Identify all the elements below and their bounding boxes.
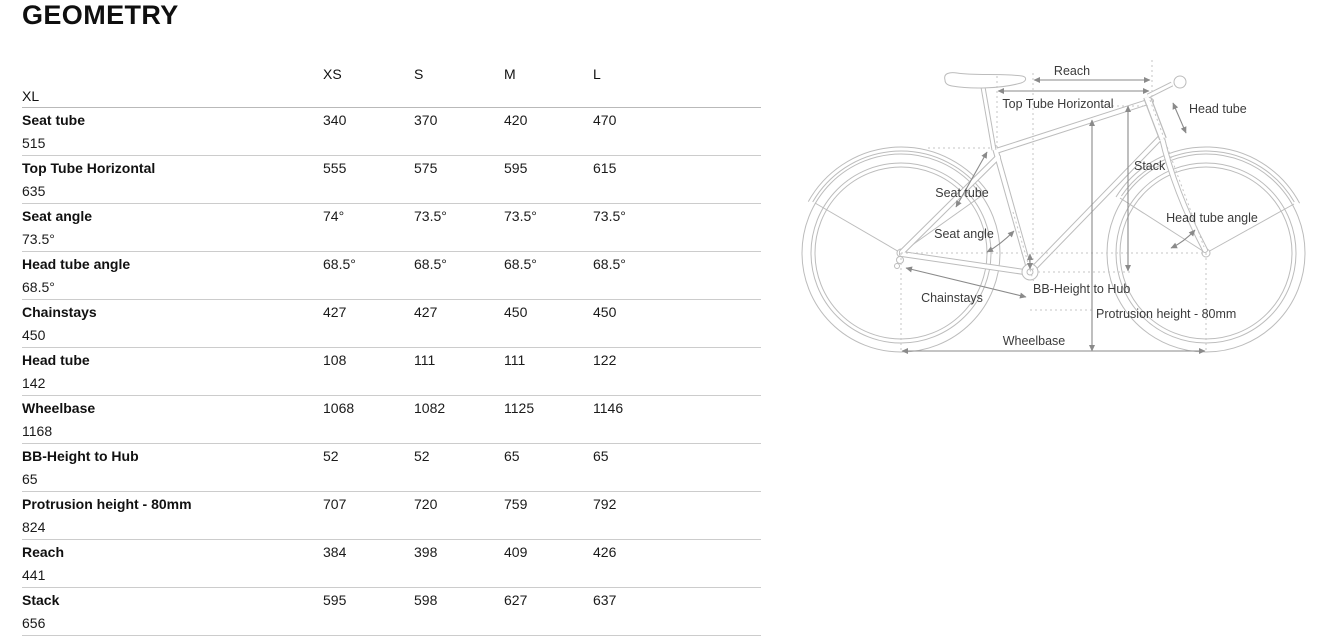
geometry-value: 720 (414, 495, 438, 512)
diagram-label-stack: Stack (1134, 159, 1166, 173)
geometry-table (22, 63, 761, 636)
geometry-value: 707 (323, 495, 347, 512)
geometry-value: 74° (323, 207, 345, 224)
diagram-label-seat-tube: Seat tube (935, 186, 989, 200)
table-row (22, 588, 761, 636)
geometry-value: 65 (593, 447, 609, 464)
geometry-value: 68.5° (504, 255, 537, 272)
geometry-value: 450 (22, 327, 46, 344)
geometry-value: 1168 (22, 423, 53, 440)
geometry-value: 73.5° (593, 207, 626, 224)
geometry-value: 824 (22, 519, 46, 536)
row-label: Head tube (22, 351, 90, 368)
geometry-value: 595 (504, 159, 528, 176)
diagram-label-wheelbase: Wheelbase (1002, 334, 1066, 348)
geometry-value: 470 (593, 111, 617, 128)
geometry-value: 627 (504, 591, 528, 608)
geometry-value: 595 (323, 591, 347, 608)
geometry-value: 111 (414, 351, 436, 368)
table-row (22, 300, 761, 348)
diagram-label-reach: Reach (1053, 64, 1091, 78)
table-row (22, 492, 761, 540)
geometry-value: 450 (593, 303, 617, 320)
row-label: Top Tube Horizontal (22, 159, 156, 176)
geometry-value: 515 (22, 135, 46, 152)
geometry-value: 73.5° (22, 231, 55, 248)
geometry-value: 450 (504, 303, 528, 320)
table-row (22, 396, 761, 444)
geometry-value: 656 (22, 615, 46, 632)
geometry-value: 427 (323, 303, 347, 320)
geometry-value: 68.5° (593, 255, 626, 272)
geometry-value: 398 (414, 543, 438, 560)
row-label: BB-Height to Hub (22, 447, 139, 464)
geometry-value: 598 (414, 591, 438, 608)
geometry-value: 370 (414, 111, 438, 128)
geometry-value: 1082 (414, 399, 446, 416)
geometry-value: 792 (593, 495, 617, 512)
diagram-label-head-tube: Head tube (1189, 102, 1247, 116)
row-label: Chainstays (22, 303, 97, 320)
geometry-value: 637 (593, 591, 617, 608)
geometry-value: 555 (323, 159, 347, 176)
geometry-value: 108 (323, 351, 347, 368)
row-label: Seat tube (22, 111, 86, 128)
geometry-value: 1068 (323, 399, 355, 416)
diagram-label-seat-angle: Seat angle (934, 227, 994, 241)
saddle (945, 73, 1026, 88)
geometry-value: 759 (504, 495, 528, 512)
table-row (22, 444, 761, 492)
size-header-row (22, 63, 761, 108)
geometry-value: 73.5° (414, 207, 447, 224)
diagram-label-protrusion: Protrusion height - 80mm (1096, 307, 1237, 321)
geometry-value: 65 (22, 471, 38, 488)
diagram-label-head-angle: Head tube angle (1166, 211, 1258, 225)
size-column-header: M (504, 66, 516, 82)
geometry-value: 635 (22, 183, 46, 200)
row-label: Seat angle (22, 207, 93, 224)
table-row (22, 252, 761, 300)
row-label: Stack (22, 591, 60, 608)
row-label: Wheelbase (22, 399, 96, 416)
geometry-value: 68.5° (22, 279, 55, 296)
bike-diagram-svg (800, 40, 1331, 370)
geometry-value: 52 (323, 447, 339, 464)
geometry-value: 1125 (504, 399, 535, 416)
geometry-value: 52 (414, 447, 430, 464)
rear-derailleur (897, 257, 904, 264)
table-row (22, 108, 761, 156)
head-tube-dimension (1173, 103, 1186, 133)
size-column-header: L (593, 66, 601, 82)
geometry-value: 111 (504, 351, 526, 368)
table-row (22, 540, 761, 588)
geometry-value: 441 (22, 567, 46, 584)
row-label: Reach (22, 543, 65, 560)
geometry-value: 409 (504, 543, 528, 560)
diagram-label-top-tube: Top Tube Horizontal (1002, 97, 1114, 111)
geometry-value: 575 (414, 159, 438, 176)
table-row (22, 204, 761, 252)
handlebar-grip (1174, 76, 1186, 88)
geometry-value: 68.5° (323, 255, 356, 272)
geometry-value: 615 (593, 159, 617, 176)
geometry-value: 426 (593, 543, 617, 560)
geometry-table-body (22, 108, 761, 636)
size-column-header: S (414, 66, 424, 82)
geometry-value: 65 (504, 447, 520, 464)
table-row (22, 348, 761, 396)
row-label: Protrusion height - 80mm (22, 495, 192, 512)
geometry-value: 73.5° (504, 207, 537, 224)
page-title: GEOMETRY (22, 0, 179, 30)
bike-geometry-diagram (800, 40, 1331, 370)
geometry-value: 384 (323, 543, 347, 560)
row-label: Head tube angle (22, 255, 131, 272)
size-column-header: XS (323, 66, 342, 82)
geometry-value: 142 (22, 375, 46, 392)
geometry-value: 427 (414, 303, 438, 320)
geometry-value: 68.5° (414, 255, 447, 272)
size-column-header: XL (22, 88, 40, 104)
geometry-value: 1146 (593, 399, 624, 416)
geometry-value: 122 (593, 351, 617, 368)
diagram-label-chainstays: Chainstays (921, 291, 983, 305)
diagram-labels (921, 64, 1258, 348)
geometry-value: 340 (323, 111, 347, 128)
geometry-value: 420 (504, 111, 528, 128)
table-row (22, 156, 761, 204)
diagram-label-bb-height: BB-Height to Hub (1033, 282, 1131, 296)
